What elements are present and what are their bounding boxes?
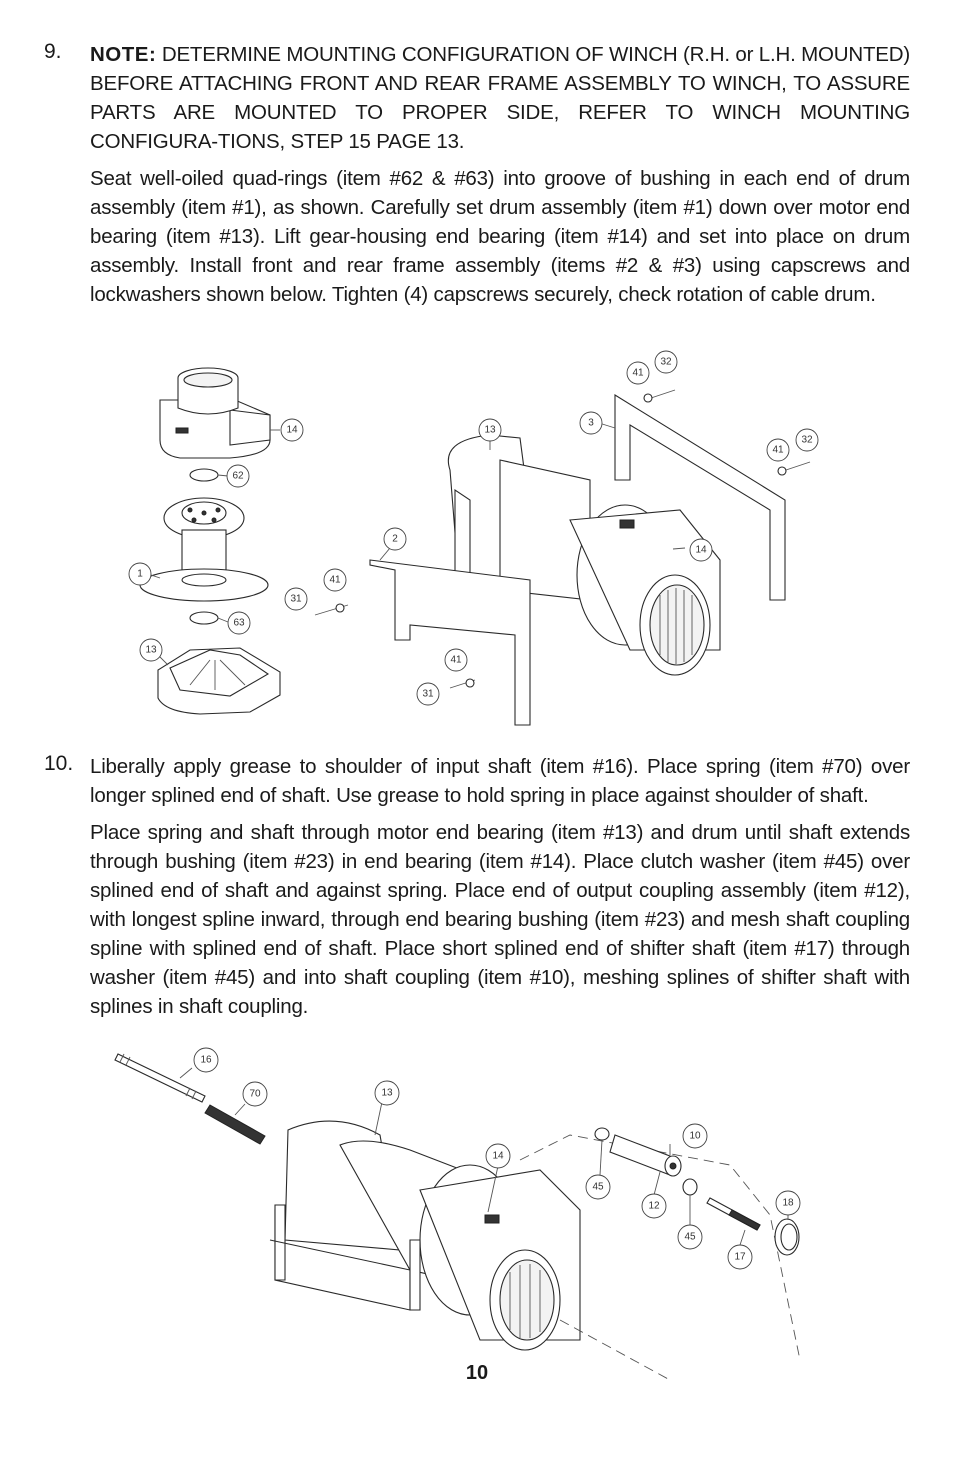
callout-18 xyxy=(776,1191,800,1215)
figure-drum-frame-assembly xyxy=(120,350,840,735)
callout-14a xyxy=(281,419,303,441)
svg-text:62: 62 xyxy=(232,470,244,482)
callout-70 xyxy=(243,1082,267,1106)
step-9 xyxy=(44,40,910,317)
callout-45a xyxy=(586,1175,610,1199)
callout-41a xyxy=(324,569,346,591)
svg-text:2: 2 xyxy=(392,533,398,545)
svg-text:45: 45 xyxy=(592,1181,604,1193)
end-bearing-14-drawing xyxy=(160,368,270,458)
callout-2 xyxy=(384,528,406,550)
svg-text:41: 41 xyxy=(329,574,341,586)
svg-text:10: 10 xyxy=(689,1130,701,1142)
spring-70-drawing xyxy=(205,1105,265,1144)
svg-text:12: 12 xyxy=(648,1200,660,1212)
svg-text:14: 14 xyxy=(695,544,707,556)
callout-10 xyxy=(683,1124,707,1148)
svg-text:3: 3 xyxy=(588,417,594,429)
callout-62 xyxy=(227,465,249,487)
exploded-view-drawing-1 xyxy=(120,350,840,735)
svg-text:13: 13 xyxy=(381,1087,393,1099)
quad-ring-62-drawing xyxy=(190,469,218,481)
step-10-paragraph-2: Place spring and shaft through motor end bearing (item #13) and drum until shaft extends through bushing (item #23) in end bearing (item #14). Place clutch washer (item #45) over splined end of shaft and against spring. Place end of output coupling assembly (item #12), with longest spline inward, through end bearing bushing (item #23) and mesh shaft coupling spline with splined end of shaft. Place short splined end of shifter shaft (item #17) through washer (item #45) and into shaft coupling (item #10), meshing splines of shifter shaft with splines in shaft coupling. xyxy=(90,821,910,1018)
input-shaft-16-drawing xyxy=(115,1054,205,1102)
callout-12 xyxy=(642,1194,666,1218)
svg-text:16: 16 xyxy=(200,1054,212,1066)
motor-end-bearing-13-drawing xyxy=(158,648,280,714)
callout-17 xyxy=(728,1245,752,1269)
svg-text:31: 31 xyxy=(422,688,434,700)
step-10 xyxy=(44,752,910,1029)
svg-text:41: 41 xyxy=(772,444,784,456)
lockwasher-41a-drawing xyxy=(336,604,344,612)
washer-45a-drawing xyxy=(595,1128,609,1140)
callout-14 xyxy=(486,1144,510,1168)
shifter-shaft-17-drawing xyxy=(707,1198,760,1230)
callout-41b xyxy=(445,649,467,671)
svg-text:41: 41 xyxy=(632,367,644,379)
svg-text:18: 18 xyxy=(782,1197,794,1209)
step-number: 10. xyxy=(44,752,74,775)
svg-text:45: 45 xyxy=(684,1231,696,1243)
output-coupling-12-drawing xyxy=(610,1135,681,1176)
callout-41d xyxy=(767,439,789,461)
lockwasher-41d-drawing xyxy=(778,467,786,475)
callout-31b xyxy=(417,683,439,705)
svg-text:32: 32 xyxy=(660,356,672,368)
svg-text:17: 17 xyxy=(734,1251,746,1263)
callout-31a xyxy=(285,588,307,610)
callout-3 xyxy=(580,412,602,434)
step-9-paragraph: Seat well-oiled quad-rings (item #62 & #63) into groove of bushing in each end of drum assembly (item #1), as shown. Carefully set drum assembly (item #1) down over motor end bearing (item #13). Lift gear-housing end bearing (item #14) and set into place on drum assembly. Install front and rear frame assembly (items #2 & #3) using capscrews and lockwashers shown below. Tighten (4) capscrews securely, check rotation of cable drum. xyxy=(90,167,910,306)
svg-text:14: 14 xyxy=(492,1150,504,1162)
step-number: 9. xyxy=(44,40,62,63)
callout-63 xyxy=(228,612,250,634)
callout-16 xyxy=(194,1048,218,1072)
lockwasher-41c-drawing xyxy=(644,394,652,402)
lockwasher-41b-drawing xyxy=(466,679,474,687)
step-10-paragraph-1: Liberally apply grease to shoulder of input shaft (item #16). Place spring (item #70) over longer splined end of shaft. Use grease to hold spring in place against shoulder of shaft. xyxy=(90,755,910,807)
svg-text:13: 13 xyxy=(484,424,496,436)
figure-shaft-assembly xyxy=(110,1040,820,1385)
exploded-view-drawing-2 xyxy=(110,1040,820,1385)
svg-text:63: 63 xyxy=(233,617,245,629)
svg-text:13: 13 xyxy=(145,644,157,656)
callout-1 xyxy=(129,563,151,585)
drum-assembly-1-drawing xyxy=(140,498,268,601)
callout-32a xyxy=(655,351,677,373)
svg-text:70: 70 xyxy=(249,1088,261,1100)
quad-ring-63-drawing xyxy=(190,612,218,624)
winch-body-drawing xyxy=(270,1121,580,1350)
svg-text:31: 31 xyxy=(290,593,302,605)
front-frame-2-drawing xyxy=(370,560,530,725)
washer-45b-drawing xyxy=(683,1179,697,1195)
svg-text:32: 32 xyxy=(801,434,813,446)
callout-32b xyxy=(796,429,818,451)
svg-text:41: 41 xyxy=(450,654,462,666)
winch-assembly-drawing xyxy=(448,435,720,675)
note-label: NOTE: xyxy=(90,43,157,66)
svg-text:14: 14 xyxy=(286,424,298,436)
callout-14b xyxy=(690,539,712,561)
callout-45b xyxy=(678,1225,702,1249)
callout-13b xyxy=(479,419,501,441)
callout-13a xyxy=(140,639,162,661)
page-number: 10 xyxy=(465,1362,489,1384)
note-text: DETERMINE MOUNTING CONFIGURATION OF WINCH (R.H. or L.H. MOUNTED) BEFORE ATTACHING FRONT AND REAR FRAME ASSEMBLY TO WINCH, TO ASSURE PARTS ARE MOUNTED TO PROPER SIDE, REFER TO WINCH MOUNTING CONFIGURA-TIONS, STEP 15 PAGE 13. xyxy=(90,43,911,153)
step-9-note xyxy=(90,40,910,156)
callout-41c xyxy=(627,362,649,384)
svg-text:1: 1 xyxy=(137,568,143,580)
callout-13 xyxy=(375,1081,399,1105)
